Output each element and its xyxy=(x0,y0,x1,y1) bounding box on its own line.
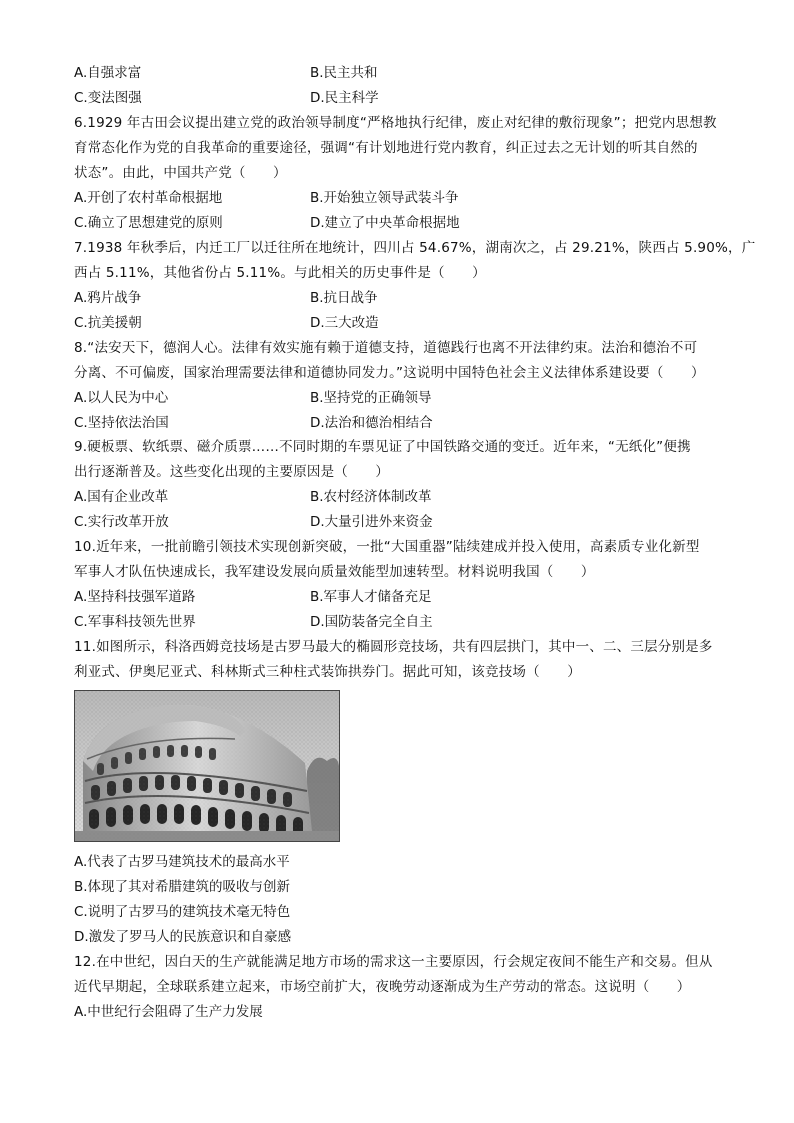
q11-stem-line-1: 11.如图所示，科洛西姆竞技场是古罗马最大的椭圆形竞技场，共有四层拱门，其中一、二、三层分别是多 xyxy=(74,639,713,655)
q8-stem-line-2: 分离、不可偏废，国家治理需要法律和道德协同发力。”这说明中国特色社会主义法律体系建设要（ ） xyxy=(74,365,705,381)
q10-stem-line-1: 10.近年来，一批前瞻引领技术实现创新突破，一批“大国重器”陆续建成并投入使用，高素质专业化新型 xyxy=(74,539,700,555)
q7-option-d: D.三大改造 xyxy=(310,315,379,331)
q7-option-b: B.抗日战争 xyxy=(310,290,378,306)
q5-option-c: C.变法图强 xyxy=(74,90,142,106)
q6-option-a: A.开创了农村革命根据地 xyxy=(74,190,223,206)
q8-stem-line-1: 8.“法安天下，德润人心。法律有效实施有赖于道德支持，道德践行也离不开法律约束。法治和德治不可 xyxy=(74,340,698,356)
q10-stem-line-2: 军事人才队伍快速成长，我军建设发展向质量效能型加速转型。材料说明我国（ ） xyxy=(74,564,595,580)
q5-option-a: A.自强求富 xyxy=(74,65,142,81)
colosseum-image xyxy=(75,691,339,841)
q6-option-b: B.开始独立领导武装斗争 xyxy=(310,190,459,206)
q6-stem-line-2: 育常态化作为党的自我革命的重要途径，强调“有计划地进行党内教育，纠正过去之无计划的听其自然的 xyxy=(74,140,698,156)
q7-stem-line-1: 7.1938 年秋季后，内迁工厂以迁往所在地统计，四川占 54.67%，湖南次之，占 29.21%，陕西占 5.90%，广 xyxy=(74,240,756,256)
q11-option-c: C.说明了古罗马的建筑技术毫无特色 xyxy=(74,904,291,920)
q11-option-b: B.体现了其对希腊建筑的吸收与创新 xyxy=(74,879,291,895)
q7-stem-line-2: 西占 5.11%，其他省份占 5.11%。与此相关的历史事件是（ ） xyxy=(74,265,486,281)
q12-stem-line-1: 12.在中世纪，因白天的生产就能满足地方市场的需求这一主要原因，行会规定夜间不能生产和交易。但从 xyxy=(74,954,713,970)
q9-option-a: A.国有企业改革 xyxy=(74,489,169,505)
q10-option-d: D.国防装备完全自主 xyxy=(310,614,433,630)
q7-option-c: C.抗美援朝 xyxy=(74,315,142,331)
q5-option-d: D.民主科学 xyxy=(310,90,379,106)
q8-option-a: A.以人民为中心 xyxy=(74,390,169,406)
q8-option-c: C.坚持依法治国 xyxy=(74,415,169,431)
q12-option-a: A.中世纪行会阻碍了生产力发展 xyxy=(74,1004,263,1020)
q9-stem-line-2: 出行逐渐普及。这些变化出现的主要原因是（ ） xyxy=(74,464,390,480)
q5-option-b: B.民主共和 xyxy=(310,65,378,81)
q11-option-d: D.激发了罗马人的民族意识和自豪感 xyxy=(74,929,292,945)
q7-option-a: A.鸦片战争 xyxy=(74,290,142,306)
q9-option-b: B.农村经济体制改革 xyxy=(310,489,432,505)
q9-option-d: D.大量引进外来资金 xyxy=(310,514,433,530)
q6-option-c: C.确立了思想建党的原则 xyxy=(74,215,223,231)
q9-option-c: C.实行改革开放 xyxy=(74,514,169,530)
q11-option-a: A.代表了古罗马建筑技术的最高水平 xyxy=(74,854,290,870)
q12-stem-line-2: 近代早期起，全球联系建立起来，市场空前扩大，夜晚劳动逐渐成为生产劳动的常态。这说明（ ） xyxy=(74,979,691,995)
q8-option-b: B.坚持党的正确领导 xyxy=(310,390,432,406)
q10-option-a: A.坚持科技强军道路 xyxy=(74,589,196,605)
q9-stem-line-1: 9.硬板票、软纸票、磁介质票……不同时期的车票见证了中国铁路交通的变迁。近年来，“无纸化”便携 xyxy=(74,439,691,455)
q8-option-d: D.法治和德治相结合 xyxy=(310,415,433,431)
colosseum-photo xyxy=(74,690,340,842)
q10-option-c: C.军事科技领先世界 xyxy=(74,614,196,630)
q6-option-d: D.建立了中央革命根据地 xyxy=(310,215,460,231)
q10-option-b: B.军事人才储备充足 xyxy=(310,589,432,605)
q6-stem-line-3: 状态”。由此，中国共产党（ ） xyxy=(74,165,287,181)
q11-stem-line-2: 利亚式、伊奥尼亚式、科林斯式三种柱式装饰拱券门。据此可知，该竞技场（ ） xyxy=(74,664,581,680)
q6-stem-line-1: 6.1929 年古田会议提出建立党的政治领导制度“严格地执行纪律，废止对纪律的敷衍现象”；把党内思想教 xyxy=(74,115,717,131)
